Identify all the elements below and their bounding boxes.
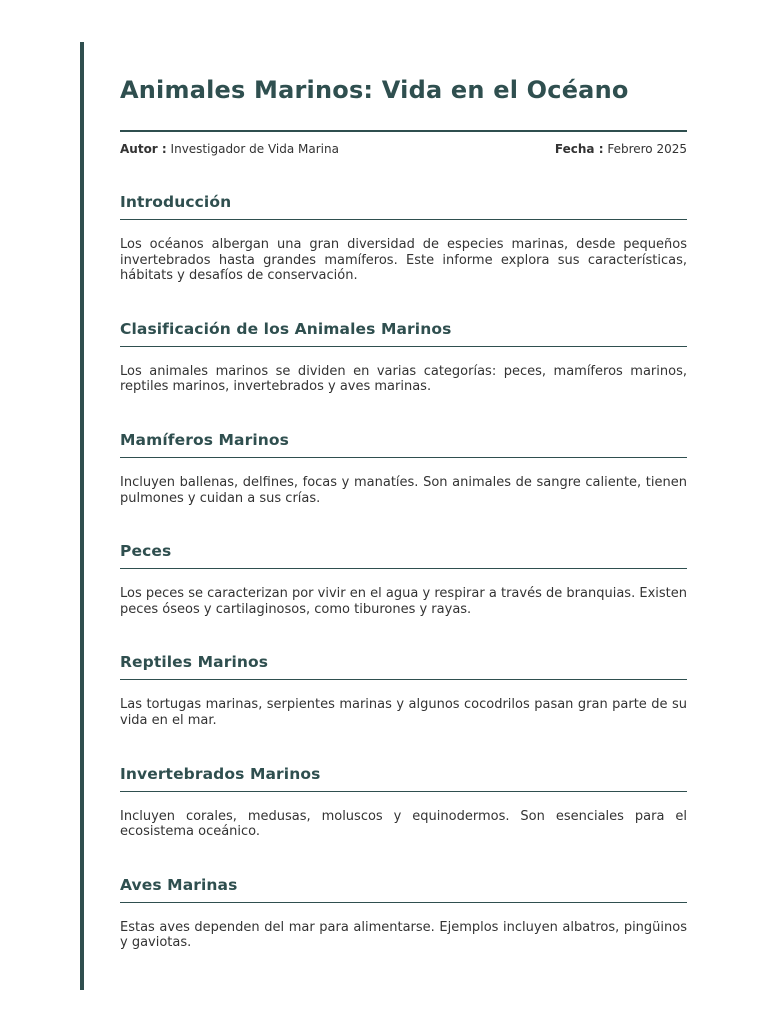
section-peces	[120, 540, 687, 617]
section-body: Estas aves dependen del mar para alimentarse. Ejemplos incluyen albatros, pingüinos y gaviotas.	[120, 919, 687, 951]
section-clasificacion	[120, 318, 687, 395]
section-divider	[120, 902, 687, 903]
section-reptiles	[120, 651, 687, 728]
section-body: Incluyen corales, medusas, moluscos y equinodermos. Son esenciales para el ecosistema oceánico.	[120, 808, 687, 840]
section-introduccion	[120, 191, 687, 284]
section-body: Los animales marinos se dividen en varias categorías: peces, mamíferos marinos, reptiles marinos, invertebrados y aves marinas.	[120, 363, 687, 395]
section-divider	[120, 791, 687, 792]
section-title: Mamíferos Marinos	[120, 430, 289, 449]
section-title: Clasificación de los Animales Marinos	[120, 319, 452, 338]
section-body: Incluyen ballenas, delfines, focas y manatíes. Son animales de sangre caliente, tienen pulmones y cuidan a sus crías.	[120, 474, 687, 506]
section-title: Aves Marinas	[120, 875, 238, 894]
left-accent-bar	[80, 42, 84, 990]
section-divider	[120, 568, 687, 569]
section-title: Invertebrados Marinos	[120, 764, 321, 783]
section-title: Peces	[120, 542, 172, 561]
document-meta	[120, 141, 687, 157]
section-divider	[120, 346, 687, 347]
section-divider	[120, 219, 687, 220]
section-body: Los peces se caracterizan por vivir en el agua y respirar a través de branquias. Existen peces óseos y cartilaginosos, como tiburones y rayas.	[120, 586, 687, 617]
document-title: Animales Marinos: Vida en el Océano	[120, 76, 629, 104]
section-divider	[120, 457, 687, 458]
date-info	[555, 141, 687, 157]
section-body: Las tortugas marinas, serpientes marinas y algunos cocodrilos pasan gran parte de su vida en el mar.	[120, 697, 687, 728]
section-divider	[120, 679, 687, 680]
section-invertebrados	[120, 763, 687, 840]
date-label: Fecha :	[554, 142, 604, 156]
title-divider	[120, 130, 687, 132]
section-title: Reptiles Marinos	[120, 653, 269, 672]
section-title: Introducción	[120, 193, 232, 211]
section-aves	[120, 874, 687, 951]
section-mamiferos	[120, 429, 687, 506]
author-info	[120, 141, 339, 157]
section-body: Los océanos albergan una gran diversidad de especies marinas, desde pequeños invertebrados hasta grandes mamíferos. Este informe explora sus características, hábitats y desafíos de conservación.	[120, 237, 687, 284]
author-label: Autor :	[120, 142, 167, 156]
document-page	[120, 72, 687, 951]
date-value: Febrero 2025	[607, 142, 687, 156]
author-value: Investigador de Vida Marina	[170, 142, 339, 156]
